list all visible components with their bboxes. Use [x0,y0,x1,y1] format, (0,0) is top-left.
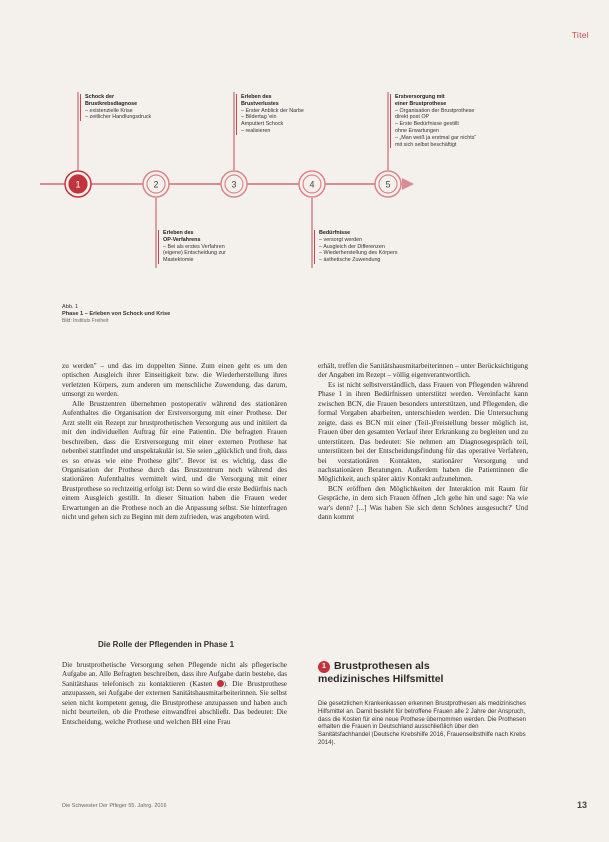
stage-item: (eigene) Entscheidung zur [163,250,226,257]
stage-item: – Bei als erstes Verfahren [163,243,225,250]
stage-title: Brustkrebsdiagnose [85,100,138,107]
stage-item: – Bildertag 'ein [241,114,277,121]
stage-item: – „Man weiß ja erstmal gar nichts“ [395,134,477,141]
stage-item: – Erste Bedürfnisse gestillt [395,121,459,128]
stage-item: Amputiert Schock [241,121,284,128]
paragraph: Es ist nicht selbstverständlich, dass Frauen von Pflegenden während Phase 1 in ihren Bedürfnissen unterstützt werden. Vereinfacht kann zwischen BCN, die Frauen besonders unterstützen, und Pflegenden, die formal Vorgaben abarbeiten, unterschieden werden. Die Untersuchung zeigte, dass es BCN mit einer (Teil-)Freistellung besser möglich ist, Frauen über den gesamten Verlauf ihrer Erkrankung zu begleiten und zu unterstützen. Das bedeutet: Sie nehmen am Diagnosegespräch teil, unterstützen bei der Entscheidungsfindung für das operative Verfahren, bei vorstationären Kontakten, stationärer Versorgung und nachstationären Beratungen. Außerdem haben die Patientinnen die Möglichkeit, auch später aktiv Kontakt aufzunehmen. [318,380,528,484]
box-reference-icon [217,680,224,687]
stage-item: ohne Erwartungen [395,127,440,134]
step-number: 2 [153,179,159,190]
section-heading: Die Rolle der Pflegenden in Phase 1 [98,640,235,649]
paragraph-part: ). Die Brustprothese anzupassen, sei Aufgabe der externen Sanitätshausmitarbeiterinnen. Sie selbst seien nicht kompetent genug, die Brustprothese anzupassen und haben auch nicht beurteilen, ob die Prothese einwandfrei abschließt. Das bedeutet: Die Entscheidung, welche Prothese und welchen BH eine Frau [62,679,287,726]
stage-item: – versorgt werden [319,236,363,243]
stage-title: Schock der [85,94,115,100]
stage-item: direkt post OP [395,114,430,121]
stage-title: einer Brustprothese [395,100,447,107]
stage-item: – Ausgleich der Differenzen [319,243,385,250]
stage-title: Erstversorgung mit [395,94,445,100]
left-column [62,362,287,523]
stage-breast-loss [236,94,304,135]
figure-title: Phase 1 – Erleben von Schock und Krise [62,311,171,318]
step-number: 5 [385,179,391,190]
paragraph [62,661,287,727]
stage-op [158,230,226,264]
stage-item: – Wiederherstellung des Körpers [319,250,398,257]
stage-item: – realisieren [241,127,271,134]
stage-item: mit sich selbst beschäftigt [395,141,457,148]
stage-title: Bedürfnisse [319,230,351,236]
paragraph: BCN eröffnen den Möglichkeiten der Interaktion mit Raum für Gespräche, in dem sich Frauen öffnen „Ich gehe hin und sage: Na wie war's denn? [...] Was haben Sie sich denn Schönes ausgesucht?' Und dann kommt [318,484,528,522]
step-number: 1 [75,179,81,190]
step-number: 3 [231,179,237,190]
figure-label: Abb. 1 [62,304,79,310]
right-column [318,362,528,523]
box-title-line: Brustprothesen als [334,660,430,672]
paragraph: erhält, treffen die Sanitätshausmitarbeiterinnen – unter Berücksichtigung der Angaben im Rezept – völlig eigenverantwortlich. [318,362,528,380]
stage-title: Erleben des [163,230,194,236]
figure-source: Bild: Instituts Freiheit [62,318,109,325]
stage-item: – existenzielle Krise [85,107,133,114]
paragraph: Alle Brustzentren übernehmen postoperativ während des stationären Aufenthaltes die Organisation der Erstversorgung mit einer Prothese. Der Arzt stellt ein Rezept zur brustprothetischen Versorgung aus und initiiert da mit den individuellen Auftrag für eine Patientin. Die befragten Frauen beschreiben, dass die Erstversorgung mit einer externen Prothese hat nebenbei stattfindet und unspektakulär ist. Sie seien „glücklich und froh, dass es so etwas wie eine Prothese gibt". Bevor ist es wichtig, dass die Organisation der Prothese durch das Brustzentrum noch während des stationären Aufenthaltes vermittelt wird, und die Versorgung mit einer Brustprothese so rechtzeitig erfolgt ist: Denn so wird die erste Bedürfnis nach einem Ausgleich gestillt. In dieser Situation haben die Frauen weder Erwartungen an die Prothese noch an die Anpassung selbst. Sie hinterfragen nicht und gehen sich zu Beginn mit dem zufrieden, was angeboten wird. [62,399,287,522]
box-badge: 1 [318,661,330,673]
info-box-title [318,660,443,686]
stage-item: – ästhetische Zuwendung [319,257,381,264]
page-number: 13 [576,800,587,810]
paragraph-part: Die brustprothetische Versorgung sehen Pflegende nicht als pflegerische Aufgabe an. Alle Befragten beschreiben, dass ihre Aufgabe darin bestehe, das Sanitätshaus telefonisch zu kontaktieren (Kasten [62,661,287,688]
footer-journal: Die Schwester Der Pfleger 55. Jahrg. 2016 [62,803,167,809]
stage-needs [314,230,398,264]
left-column-lower [62,661,287,727]
stage-title: Erleben des [241,94,272,100]
info-box-text: Die gesetzlichen Krankenkassen erkennen Brustprothesen als medizinisches Hilfsmittel an. Damit besteht für betroffene Frauen alle 2 Jahre der Anspruch, dass die Kosten für eine neue Prothese übernommen werden. Die Prothesen erhalten die Frauen in Deutschland ausschließlich über den Sanitätsfachhandel (Deutsche Krebshilfe 2016, Frauenselbsthilfe nach Krebs 2014). [318,700,526,746]
stage-item: – zeitlicher Handlungsdruck [85,114,152,121]
step-number: 4 [309,179,315,190]
figure-caption [62,304,170,326]
box-title-line: medizinisches Hilfsmittel [318,673,444,685]
stage-item: Mastektomie [163,257,194,264]
stage-title: Brustverlustes [241,100,279,107]
timeline-figure [0,0,609,300]
stage-item: – Organisation der Brustprothese [395,107,475,114]
stage-title: OP-Verfahrens [163,236,201,243]
section-label: Titel [571,30,589,40]
stage-first-supply [390,94,476,148]
timeline-arrow [402,178,414,190]
stage-item: – Erster Anblick der Narbe [241,107,304,114]
stage-shock [80,94,151,121]
paragraph: zu werden" – und das im doppelten Sinne. Zum einen geht es um den optischen Ausgleich ihrer Einseitigkeit bzw. die Wiederherstellung ihres verletzten Körpers, zum anderen um menschliche Zuwendung, das darum, umsorgt zu werden. [62,362,287,399]
